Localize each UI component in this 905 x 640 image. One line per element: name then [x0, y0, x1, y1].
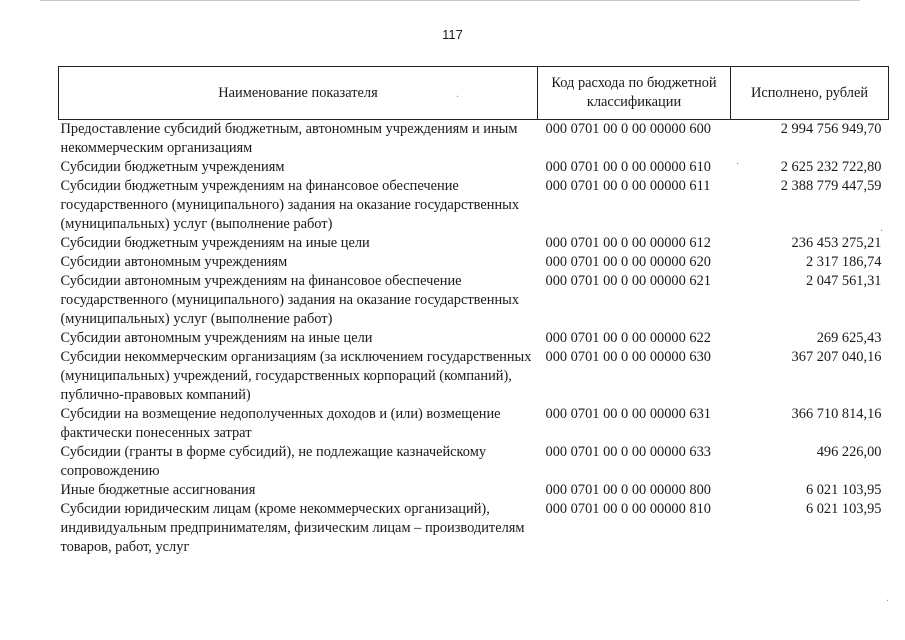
table-row: [59, 329, 889, 348]
row-code: 000 0701 00 0 00 00000 600: [545, 121, 711, 137]
row-code: 000 0701 00 0 00 00000 610: [545, 159, 711, 175]
row-name: Субсидии автономным учреждениям: [60, 254, 288, 270]
row-amount: 496 226,00: [816, 444, 882, 460]
row-amount: 2 625 232 722,80: [780, 159, 882, 175]
row-amount: 236 453 275,21: [791, 235, 882, 251]
row-code: 000 0701 00 0 00 00000 622: [545, 330, 711, 346]
row-amount: 6 021 103,95: [805, 501, 882, 517]
row-code: 000 0701 00 0 00 00000 800: [545, 482, 711, 498]
row-name: Субсидии бюджетным учреждениям на финансовое обеспечение государственного (муниципального) задания на оказание государственных (муниципальных) услуг (выполнение работ): [60, 178, 520, 232]
row-name: Субсидии автономным учреждениям на финансовое обеспечение государственного (муниципального) задания на оказание государственных (муниципальных) услуг (выполнение работ): [60, 273, 520, 327]
table-header-row: [59, 67, 889, 120]
scan-speck: ·: [886, 596, 890, 607]
table-body: [59, 120, 889, 558]
row-code: 000 0701 00 0 00 00000 611: [545, 178, 711, 194]
table-row: [59, 348, 889, 405]
row-name: Субсидии бюджетным учреждениям на иные цели: [60, 235, 370, 251]
row-code: 000 0701 00 0 00 00000 631: [545, 406, 711, 422]
row-name: Субсидии на возмещение недополученных доходов и (или) возмещение фактически понесенных затрат: [60, 406, 501, 441]
row-amount: 367 207 040,16: [791, 349, 882, 365]
row-amount: 2 317 186,74: [805, 254, 882, 270]
table-row: [59, 443, 889, 481]
row-amount: 2 994 756 949,70: [780, 121, 882, 137]
page-number: 117: [442, 27, 463, 42]
row-code: 000 0701 00 0 00 00000 612: [545, 235, 711, 251]
row-name: Субсидии (гранты в форме субсидий), не подлежащие казначейскому сопровождению: [60, 444, 487, 479]
table-row: [59, 120, 889, 159]
table-row: [59, 177, 889, 234]
row-name: Субсидии бюджетным учреждениям: [60, 159, 285, 175]
row-amount: 366 710 814,16: [791, 406, 882, 422]
row-amount: 2 388 779 447,59: [780, 178, 882, 194]
table-row: [59, 158, 889, 177]
header-name: Наименование показателя: [59, 67, 538, 120]
row-name: Субсидии юридическим лицам (кроме некоммерческих организаций), индивидуальным предпринимателям, физическим лицам – производителям товаров, работ, услуг: [60, 501, 525, 555]
table-row: [59, 272, 889, 329]
row-name: Иные бюджетные ассигнования: [60, 482, 256, 498]
scan-speck: ·: [736, 159, 740, 170]
table-row: [59, 253, 889, 272]
row-code: 000 0701 00 0 00 00000 621: [545, 273, 711, 289]
scan-speck: ·: [880, 226, 884, 237]
row-name: Предоставление субсидий бюджетным, автономным учреждениям и иным некоммерческим организациям: [60, 121, 518, 156]
row-amount: 6 021 103,95: [805, 482, 882, 498]
row-code: 000 0701 00 0 00 00000 620: [545, 254, 711, 270]
row-name: Субсидии некоммерческим организациям (за исключением государственных (муниципальных) учреждений, государственных корпораций (компаний), публично-правовых компаний): [60, 349, 532, 403]
row-amount: 269 625,43: [816, 330, 882, 346]
row-code: 000 0701 00 0 00 00000 810: [545, 501, 711, 517]
row-code: 000 0701 00 0 00 00000 630: [545, 349, 711, 365]
table-row: [59, 405, 889, 443]
header-amount: Исполнено, рублей: [731, 67, 889, 120]
top-rule: [40, 0, 860, 1]
table-row: [59, 481, 889, 500]
table-row: [59, 500, 889, 557]
table-row: [59, 234, 889, 253]
header-code: Код расхода по бюджетной классификации: [538, 67, 731, 120]
budget-table: [58, 66, 889, 557]
row-amount: 2 047 561,31: [805, 273, 882, 289]
row-code: 000 0701 00 0 00 00000 633: [545, 444, 711, 460]
scan-speck: ·: [456, 92, 460, 103]
row-name: Субсидии автономным учреждениям на иные цели: [60, 330, 373, 346]
